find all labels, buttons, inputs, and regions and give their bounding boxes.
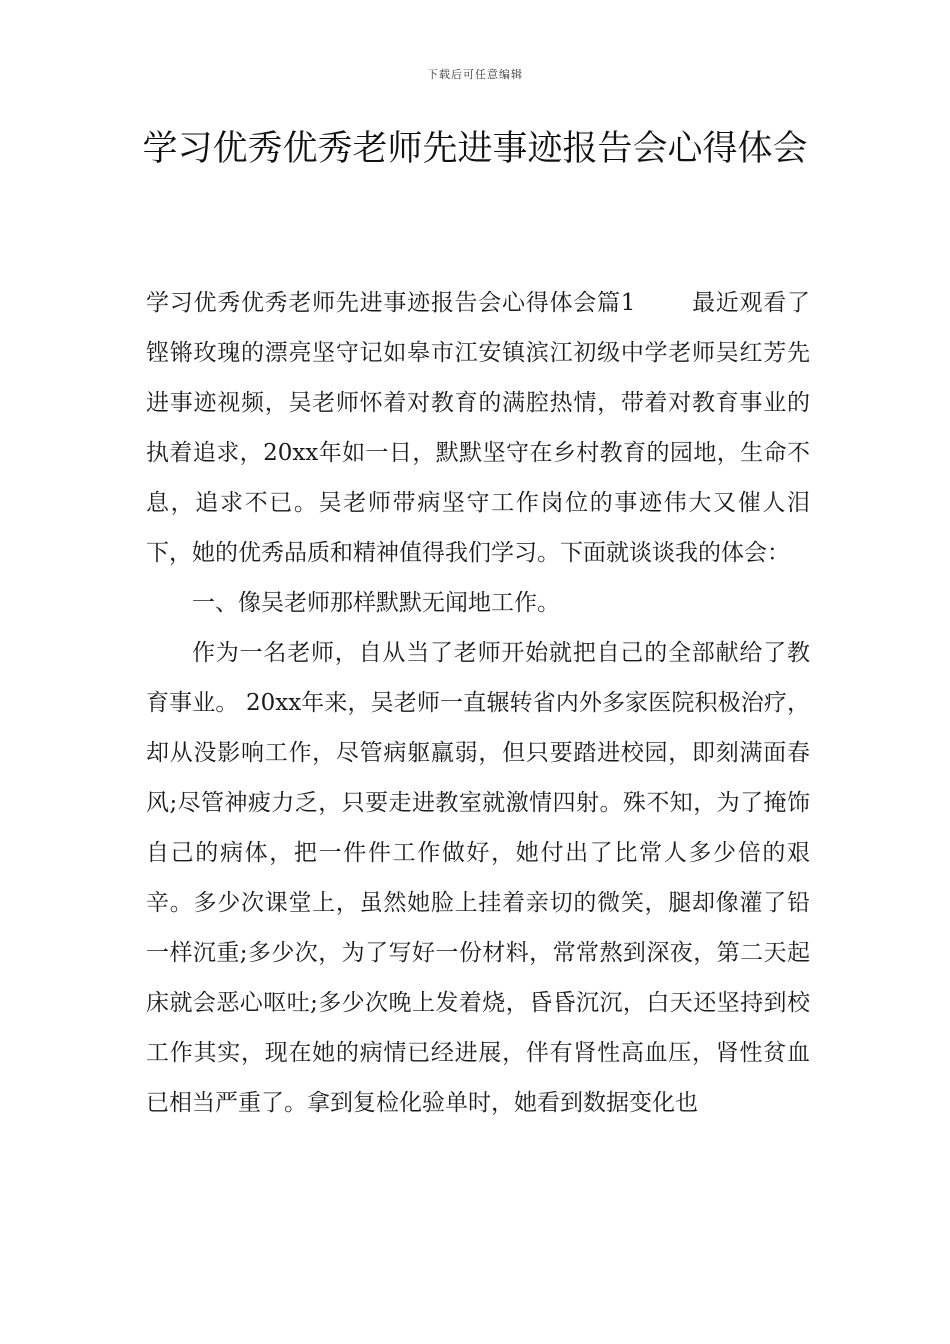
paragraph-intro-lead: 学习优秀优秀老师先进事迹报告会心得体会篇1 (146, 290, 636, 316)
paragraph-intro-text: 最近观看了铿锵玫瑰的漂亮坚守记如皋市江安镇滨江初级中学老师吴红芳先进事迹视频，吴老师怀着对教育的满腔热情，带着对教育事业的执着追求，20xx年如一日，默默坚守在乡村教育的园地，生命不息，追求不已。吴老师带病坚守工作岗位的事迹伟大又催人泪下，她的优秀品质和精神值得我们学习。下面就谈谈我的体会： (146, 290, 810, 566)
paragraph-body-one: 作为一名老师，自从当了老师开始就把自己的全部献给了教育事业。 20xx年来，吴老师一直辗转省内外多家医院积极治疗，却从没影响工作，尽管病躯羸弱，但只要踏进校园，即刻满面春风;尽管神疲力乏，只要走进教室就激情四射。殊不知，为了掩饰自己的病体，把一件件工作做好，她付出了比常人多少倍的艰辛。多少次课堂上，虽然她脸上挂着亲切的微笑，腿却像灌了铅一样沉重;多少次，为了写好一份材料，常常熬到深夜，第二天起床就会恶心呕吐;多少次晚上发着烧，昏昏沉沉，白天还坚持到校工作其实，现在她的病情已经进展，伴有肾性高血压，肾性贫血已相当严重了。拿到复检化验单时，她看到数据变化也 (146, 640, 810, 1116)
document-title: 学习优秀优秀老师先进事迹报告会心得体会 (142, 129, 808, 169)
document-body (146, 278, 810, 1128)
header-note: 下载后可任意编辑 (427, 68, 523, 81)
paragraph-heading-one: 一、像吴老师那样默默无闻地工作。 (192, 590, 560, 616)
paragraph-intro (146, 278, 810, 578)
